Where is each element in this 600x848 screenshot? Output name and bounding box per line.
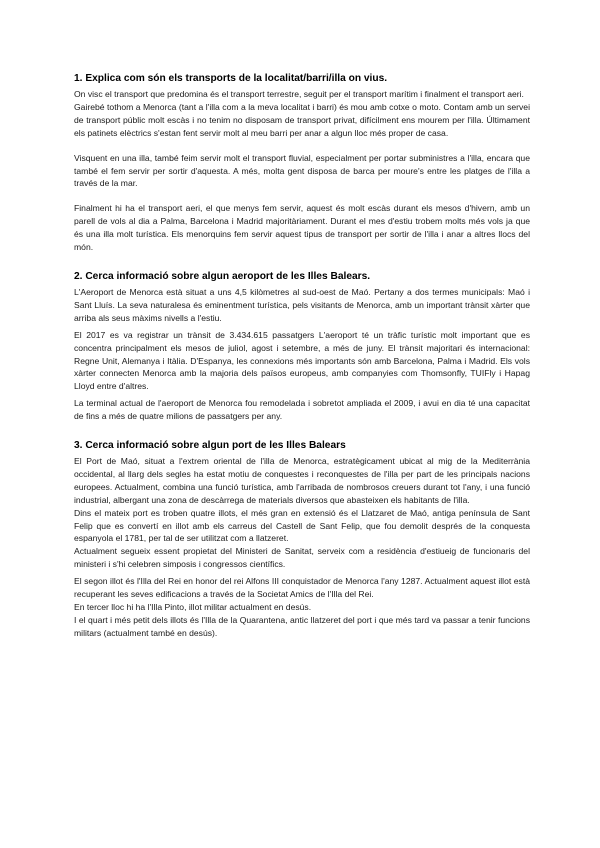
section2-heading: 2. Cerca informació sobre algun aeroport de les Illes Balears.: [74, 270, 371, 282]
section3-paragraph: Actualment segueix essent propietat del Ministeri de Sanitat, serveix com a residència d'estiueig de funcionaris del ministeri i s'hi celebren simposis i congressos científics.: [74, 546, 530, 570]
section2-paragraph: El 2017 es va registrar un trànsit de 3.434.615 passatgers L'aeroport té un tràfic turístic molt important que es concentra principalment els mesos de juliol, agost i setembre, a més de juny. El trànsit majoritari és internacional: Regne Unit, Alemanya i Itàlia. D'Espanya, les connexions més importants són amb Barcelona, Palma i Madrid. Els vols xàrter connecten Menorca amb la majoria dels països europeus, amb companyies com Thomsonfly, TUIFly i Hapag Lloyd entre d'altres.: [74, 329, 530, 392]
section1-heading: 1. Explica com són els transports de la localitat/barri/illa on vius.: [74, 73, 388, 84]
section2-paragraph: La terminal actual de l'aeroport de Menorca fou remodelada i sobretot ampliada el 2009, i avui en dia té una capacitat de fins a més de quatre milions de passatgers per any.: [74, 398, 530, 422]
section1-paragraph: Visquent en una illa, també feim servir molt el transport fluvial, especialment per portar subministres a l'illa, encara que també el fem servir per sortir d'aquesta. A més, molta gent disposa de barca per moure's entre les platges de l'illa a través de la mar.: [74, 152, 530, 189]
section3-paragraph: En tercer lloc hi ha l'Illa Pinto, illot militar actualment en desús.: [74, 602, 312, 612]
section2-paragraph: L'Aeroport de Menorca està situat a uns 4,5 kilòmetres al sud-oest de Maó. Pertany a dos termes municipals: Maó i Sant Lluís. La seva naturalesa és eminentment turística, pels visitants de Menorca, amb un important trànsit xàrter que arriba als seus màxims nivells a l'estiu.: [74, 286, 530, 323]
document-page: [74, 72, 530, 640]
section1-paragraph: Finalment hi ha el transport aeri, el que menys fem servir, aquest és molt escàs durant els mesos d'hivern, amb un parell de vols al dia a Palma, Barcelona i Madrid majoritàriament. Durant el mes d'estiu trobem molts més vols ja que és una illa molt turística. Els menorquins fem servir aquest tipus de transport per sortir de l'illa i anar a altres llocs del món.: [74, 203, 530, 253]
section3-paragraph: El segon illot és l'Illa del Rei en honor del rei Alfons III conquistador de Menorca l'any 1287. Actualment aquest illot està recuperant les seves edificacions a través de la Societat Amics de l'Illa del Rei.: [74, 576, 530, 600]
section1-paragraph: Gairebé tothom a Menorca (tant a l'illa com a la meva localitat i barri) és mou amb cotxe o moto. Contam amb un servei de transport públic molt escàs i no tenim no disposam de transport privat, difícilment ens mourem per l'illa. Últimament els patinets elèctrics s'estan fent servir molt al meu barri per anar a algun lloc més proper de casa.: [74, 101, 530, 138]
section3-heading: 3. Cerca informació sobre algun port de les Illes Balears: [74, 440, 346, 452]
section3-paragraph: El Port de Maó, situat a l'extrem oriental de l'illa de Menorca, estratègicament ubicat al mig de la Mediterrània occidental, al llarg dels segles ha estat motiu de conquestes i reconquestes de l'illa per part de les principals nacions europees. Actualment, combina una funció turística, amb l'arribada de nombrosos creuers durant tot l'any, i una funció industrial, albergant una zona de descàrrega de materials diversos que abasteixen els habitants de l'illa.: [74, 456, 530, 505]
section3-paragraph: I el quart i més petit dels illots és l'Illa de la Quarantena, antic llatzeret del port i que més tard va passar a tenir funcions militars (actualment també en desús).: [74, 614, 530, 638]
section1-paragraph: On visc el transport que predomina és el transport terrestre, seguit per el transport marítim i finalment el transport aeri.: [74, 89, 524, 99]
section3-paragraph: Dins el mateix port es troben quatre illots, el més gran en extensió és el Llatzaret de Maó, antiga península de Sant Felip que es convertí en illot amb els carreus del Castell de Sant Felip, que fou demolit després de la conquesta espanyola el 1781, per tal de ser utilitzat com a llatzeret.: [74, 507, 530, 544]
